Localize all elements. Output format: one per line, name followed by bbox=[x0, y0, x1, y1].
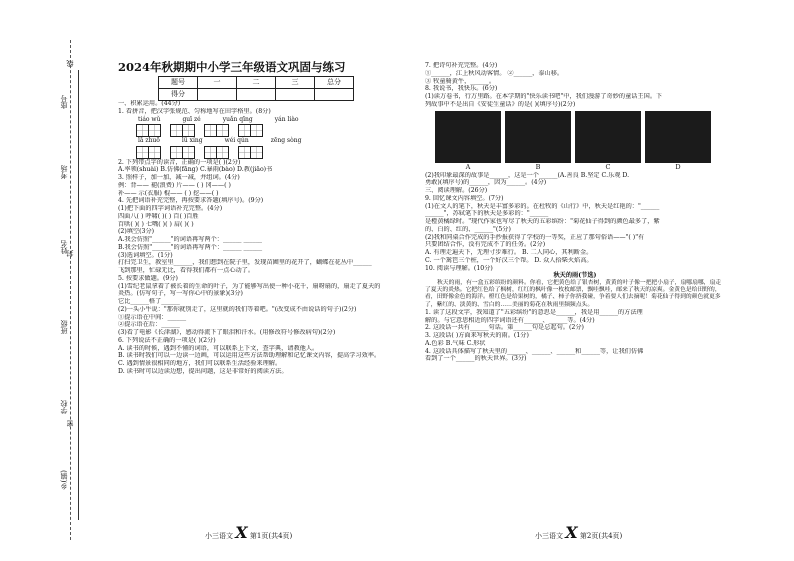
score-row-label: 得分 bbox=[159, 89, 198, 101]
question-line: (2)我和同桌合作完成的手抄报获得了学校的一等奖，正应了那句俗语——"( )"有 bbox=[425, 233, 645, 241]
seal-line bbox=[70, 40, 71, 540]
question-line: 四面八( ) 呼啸( )( ) 百( )百胜 bbox=[118, 212, 199, 220]
tian-box[interactable] bbox=[136, 146, 160, 159]
question-line: (1)把下面的四字词语补充完整。(4分) bbox=[118, 205, 223, 212]
tian-box[interactable] bbox=[170, 124, 194, 137]
seal-char-feng: 封 bbox=[66, 250, 74, 257]
story-picture[interactable]: B bbox=[505, 111, 571, 163]
score-header-cell: 三 bbox=[276, 77, 315, 89]
binding-margin bbox=[0, 0, 98, 561]
question-line: 百哄( )( ) 七嘴( )( ) 肩( )( ) bbox=[118, 220, 194, 228]
question-line: 补—— 示(衣服) 棍—— ( ) 挖——( ) bbox=[118, 189, 219, 197]
question-line: C. 一个篱笆三个桩，一个好汉三个帮。 D. 众人拾柴火焰高。 bbox=[425, 256, 593, 264]
pinyin-row-2 bbox=[138, 137, 408, 145]
seal-char-mi: 密 bbox=[66, 420, 74, 427]
question-line: (2)我印象最深的故事是______，这是一个______(A.善良 B.坚定 C.乐观 D. bbox=[425, 171, 630, 179]
story-picture[interactable]: C bbox=[575, 111, 641, 163]
label-name: 姓名 bbox=[60, 240, 68, 254]
footer-page: 第1页(共4页) bbox=[249, 532, 293, 540]
question-line: ③ 牧童骑黄牛，______。 bbox=[425, 77, 496, 85]
right-footer bbox=[535, 523, 622, 543]
question-line: A.我会仿照"______"的词语再写两个：______ ______ bbox=[118, 236, 263, 243]
question-line: ①______，江上秋风动客情。 ②______，泰山移。 bbox=[425, 69, 564, 77]
pinyin: lā zhuō bbox=[138, 137, 160, 144]
question-line: 4. 这段话具体描写了秋天里的______、______、______和______等，让我们仿佛 bbox=[425, 347, 644, 355]
tian-box[interactable] bbox=[238, 146, 262, 159]
question-line: 8. 我说书，我快乐。(6分) bbox=[425, 85, 498, 93]
score-cell[interactable] bbox=[315, 89, 354, 101]
question-line: 三、阅读理解。(26分) bbox=[425, 187, 488, 194]
question-line: 1. 读了这段文字，我知道了"五彩缤纷"的意思是______，我是用______的方法理 bbox=[425, 308, 643, 316]
question-line: 解的。与它意思相近的四字词语还有______、______等。(4分) bbox=[425, 316, 595, 324]
question-line: A.率领(shuài) B.仿佛(fǎng) C.暴雨(bào) D.教(jiāo)书 bbox=[118, 166, 273, 174]
question-line: 打扫完卫生，教室里______，我们想到在院子里，发现苗圃里的花开了，蝴蝶在花丛中______ bbox=[118, 259, 372, 267]
seal-char-xian: 线 bbox=[66, 60, 74, 67]
tian-box[interactable] bbox=[204, 146, 228, 159]
question-line: 7. 把诗句补充完整。(4分) bbox=[425, 62, 498, 69]
story-picture[interactable]: D bbox=[645, 111, 711, 163]
tian-box[interactable] bbox=[238, 124, 262, 137]
label-town: 乡(镇) bbox=[60, 470, 68, 490]
question-line: (1)读万卷书，行万里路。在本学期的"快乐读书吧"中，我们漫游了奇妙的童话王国。下 bbox=[425, 93, 663, 100]
question-line: (3)看了电影《长津湖》，感动得流下了眼泪和汗水。(用修改符号修改病句)(2分) bbox=[118, 329, 336, 336]
footer-mark: X bbox=[565, 523, 578, 542]
question-line: 列故事中不是出自《安徒生童话》的是( )(填序号)(2分) bbox=[425, 100, 576, 108]
question-line: 只要团结合作，没有完成不了的任务。(2分) bbox=[425, 241, 546, 249]
label-seat-number: 座号 bbox=[60, 95, 68, 109]
question-line: 3. 照样子，加一加，减一减，并组词。(4分) bbox=[118, 174, 240, 181]
score-header-cell: 二 bbox=[237, 77, 276, 89]
question-line: (2)填空(3分) bbox=[118, 228, 155, 236]
left-line: 1. 看拼音，把汉字张规范、匀称地写在田字格里。(8分) bbox=[118, 107, 271, 115]
pinyin: yán liào bbox=[274, 115, 299, 123]
left-questions bbox=[118, 159, 408, 376]
question-line: 4. 先把词语补充完整，再按要求答题(填序号)。(9分) bbox=[118, 197, 264, 205]
question-line: ______"，苏轼笔下的秋天是多彩的："______ bbox=[425, 210, 549, 218]
question-line: 5. 按要求做题。(9分) bbox=[118, 274, 178, 282]
pinyin: zēng sòng bbox=[270, 137, 302, 144]
question-line: 3. 这段话( )方面来写秋天的雨。(1分) bbox=[425, 332, 529, 340]
footer-subject: 小三语文 bbox=[535, 532, 563, 540]
right-questions-bottom bbox=[425, 309, 725, 363]
question-line: ①提示语在中间：______ bbox=[118, 313, 187, 321]
question-line: B. 读书时我们可以一边读一边画，可以运用这些方法帮助理解和记忆课文内容，提高学习效率。 bbox=[118, 352, 381, 360]
pinyin: guī zé bbox=[182, 115, 201, 123]
pinyin: wéi qún bbox=[224, 137, 249, 144]
question-line: 例：背—— 褪(浪费) 片—— ( ) 冈——( ) bbox=[118, 181, 231, 189]
question-line: 2. 下列带点字的读音，正确的一项是( )(2分) bbox=[118, 158, 241, 166]
score-cell[interactable] bbox=[276, 89, 315, 101]
tian-grid-row-1 bbox=[136, 124, 408, 137]
footer-subject: 小三语文 bbox=[205, 532, 233, 540]
story-pictures bbox=[435, 111, 725, 172]
tian-box[interactable] bbox=[136, 124, 160, 137]
question-line: A. 读书的时候，遇到不懂的词语，可以联系上下文，查字典，请教他人。 bbox=[118, 344, 319, 352]
question-line: 10. 阅读与理解。(10分) bbox=[425, 264, 493, 272]
score-header-cell: 总分 bbox=[315, 77, 354, 89]
question-line: C. 遇到情景很相同的地方，我们可以联系生活经验来理解。 bbox=[118, 360, 282, 367]
question-line: (1)在文人的笔下，秋天是丰富多彩的。在杜牧的《山行》中，秋天是红艳的："______ bbox=[425, 202, 660, 210]
pinyin: yuǎn qīng bbox=[222, 115, 253, 123]
question-line: ②提示语在后：______ bbox=[118, 321, 180, 329]
score-cell[interactable] bbox=[198, 89, 237, 101]
score-header-cell: 一 bbox=[198, 77, 237, 89]
label-class: 班级 bbox=[60, 320, 68, 334]
passage-title: 秋天的雨(节选) bbox=[553, 272, 597, 280]
footer-page: 第2页(共4页) bbox=[579, 532, 623, 540]
question-line: 勇敢)(填序号)的______，因为______。(4分) bbox=[425, 179, 547, 187]
score-header-cell: 题号 bbox=[159, 77, 198, 89]
question-line: 看到了一个______的秋天世界。(3分) bbox=[425, 355, 527, 363]
score-table bbox=[158, 76, 354, 101]
question-line: 9. 回忆课文内容填空。(7分) bbox=[425, 194, 504, 202]
right-page bbox=[425, 62, 725, 363]
question-line: 炎热。(仿写句子，写一写你心中的景象)(3分) bbox=[118, 290, 243, 298]
right-questions-mid bbox=[425, 172, 725, 273]
tian-grid-row-2 bbox=[136, 146, 408, 159]
label-school: 学校 bbox=[60, 400, 68, 414]
score-cell[interactable] bbox=[237, 89, 276, 101]
tian-box[interactable] bbox=[170, 146, 194, 159]
right-questions-top bbox=[425, 62, 725, 109]
exam-title: 2024年秋期期中小学三年级语文巩固与练习 bbox=[118, 60, 346, 74]
question-line: 它比______格了______ bbox=[118, 298, 180, 305]
question-line: D. 读书时可以边读边想，提出问题，这是非常好的阅读方法。 bbox=[118, 367, 288, 375]
story-picture[interactable]: A bbox=[435, 111, 501, 163]
pinyin: lǚ xíng bbox=[181, 137, 203, 144]
question-line: 6. 下列说法不正确的一项是( )(2分) bbox=[118, 336, 216, 344]
label-exam-room: 考场 bbox=[60, 165, 68, 179]
question-line: B.我会仿照"______"的词语再写两个：______ ______ bbox=[118, 243, 263, 251]
question-line: A.色彩 B.气味 C.形状 bbox=[425, 339, 486, 347]
question-line: 2. 这段话一共有______句话。第______句是总起句。(2分) bbox=[425, 324, 584, 332]
fill-line bbox=[78, 70, 79, 520]
left-page bbox=[118, 100, 408, 376]
question-line: A. 有理走遍天下，无理寸步难行。 B. 二人同心，其利断金。 bbox=[425, 249, 593, 256]
pinyin-row-1 bbox=[138, 116, 408, 124]
question-line: (1)雪纪老鼠拿着了被长着的生命的叶子，为了能够写出使一种小花千，扇呀扇的，扇走了夏天的 bbox=[118, 282, 381, 290]
tian-box[interactable] bbox=[204, 124, 228, 137]
question-line: 的、白的、红的、______"(5分) bbox=[425, 225, 511, 233]
left-footer bbox=[205, 523, 292, 543]
question-line: (2)一头小牛说："那你就别走了，这里就的我们等着吧。"(改变成不由说话的句子)(2分) bbox=[118, 305, 357, 313]
question-line: 是橙黄橘绿时。"现代作家也写尽了秋天的五彩缤纷："菊花仙子得到的颜色最多了，紫 bbox=[425, 218, 660, 225]
question-line: (3)选词填空。(1分) bbox=[118, 251, 173, 259]
pinyin: tiáo wǔ bbox=[138, 115, 161, 123]
footer-mark: X bbox=[235, 523, 248, 542]
left-line: 一、积累运用。(44分) bbox=[118, 100, 181, 107]
passage-text: 秋天的雨，有一盒五彩缤纷的颜料。你看，它把黄色给了银杏树，黄黄的叶子像一把把小扇子，扇哪扇哪，扇走了夏天的炎热。它把红色给了枫树，红红的枫叶像一枚枚邮票，飘哇飘哇，邮来了秋天的凉爽。金黄色是给田野的，看，田野像金色的海洋。橙红色是给果树的，橘子、柿子你挤我碰，争着要人们去摘呢！菊花仙子得到的颜色就更多了，紫红的、淡黄的、雪白的……美丽的菊花在秋雨里频频点头。 bbox=[425, 280, 722, 308]
question-line: 飞到那里，忙碌无比，看得我们都有一点心动了。 bbox=[118, 267, 255, 274]
